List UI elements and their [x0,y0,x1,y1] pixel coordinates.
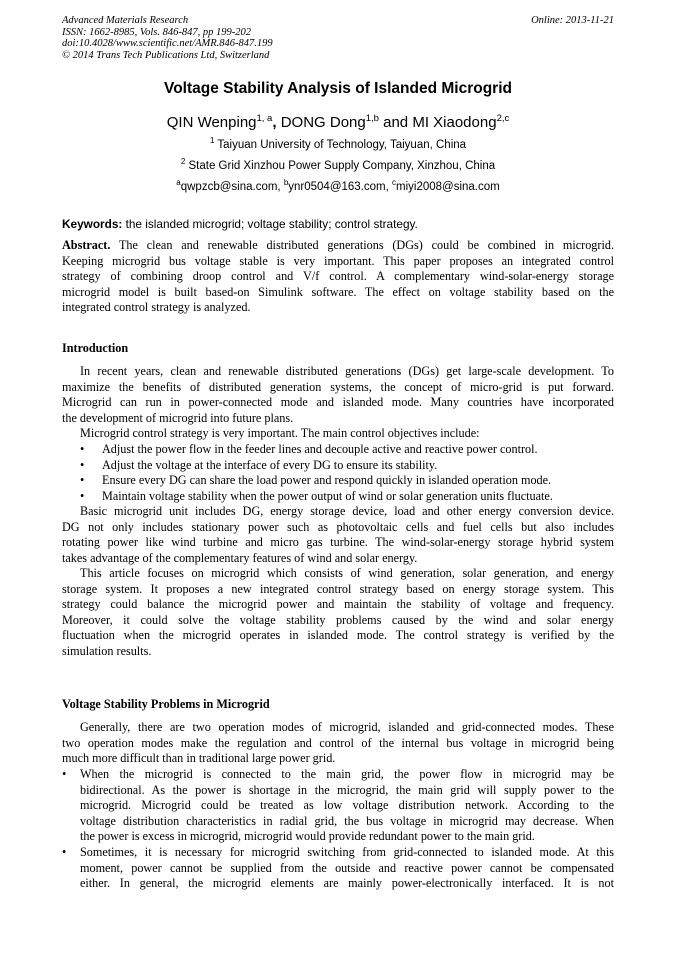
text-line: strategy could balance the microgrid power and maintain the stability of voltage and frequency. [62,597,614,611]
text-line: much more difficult than in traditional large power grid. [62,751,336,765]
abstract-line-text: The clean and renewable distributed generations (DGs) could be combined in microgrid. [110,238,614,252]
text-line: the power is excess in microgrid, microgrid would provide redundant power to the main grid. [80,829,535,843]
text-line: bidirectional. As the power is shortage in the microgrid, the main grid will supply power to the [80,782,614,797]
intro-paragraph-2 [62,426,614,442]
section-2-paragraph-1 [62,720,614,767]
author-line [62,114,614,131]
text-line: moment, power cannot be supplied from the outside and reactive power cannot be compensated [80,860,614,875]
text-line: fluctuation when the microgrid operates in islanded mode. The control strategy is verified by the [62,628,614,642]
intro-paragraph-1 [62,364,614,426]
text-line: takes advantage of the complementary features of wind and solar energy. [62,550,418,565]
affiliation-2 [62,157,614,172]
keywords-text: the islanded microgrid; voltage stability; control strategy. [122,217,418,231]
abstract-line: strategy of combining droop control and V/f control. A complementary wind-solar-energy storage [62,269,614,283]
objectives-list [62,442,614,504]
text-line: rotating power like wind turbine and micro gas turbine. The wind-solar-energy storage hybrid system [62,535,614,549]
list-item [62,767,614,845]
email-a-sup: a [176,178,181,188]
paper-title: Voltage Stability Analysis of Islanded Microgrid [164,80,512,97]
text-line: DG not only includes stationary power such as photovoltaic cells and fuel cells but also includes [62,519,614,534]
author-sep-2: and [378,114,413,131]
author-2: DONG Dong [280,114,366,131]
list-item-body [80,845,614,892]
list-item-body [80,767,614,845]
bullet-marker: • [80,473,85,487]
text-line: Microgrid can run in power-connected mode and islanded mode. Many countries have incorporated [62,395,614,409]
list-item-text: Ensure every DG can share the load power and respond quickly in islanded operation mode. [102,473,552,487]
abstract [62,238,614,316]
text-line: Sometimes, it is necessary for microgrid switching from grid-connected to islanded mode. At this [80,845,614,859]
affiliation-2-sup: 2 [180,157,186,167]
intro-heading: Introduction [62,341,129,355]
text-line: Generally, there are two operation modes of microgrid, islanded and grid-connected modes. These [80,720,614,734]
text-line: the development of microgrid into future plans. [62,410,294,425]
text-line: This article focuses on microgrid which consists of wind generation, solar generation, and energy [80,566,614,580]
author-sep-1: , [272,114,281,131]
text-line: storage system. It proposes a new integrated control strategy based on energy storage system. This [62,581,614,596]
text-line: In recent years, clean and renewable distributed generations (DGs) get large-scale development. To [80,364,614,378]
author-1: QIN Wenping [166,114,257,131]
copyright-line: © 2014 Trans Tech Publications Ltd, Switzerland [62,49,270,61]
bullet-marker: • [80,488,85,503]
list-item-text: Adjust the power flow in the feeder lines and decouple active and reactive power control. [102,442,538,456]
abstract-line [62,238,614,254]
text-line: Microgrid control strategy is very important. The main control objectives include: [80,426,480,440]
bullet-marker: • [62,767,67,781]
list-item [62,458,614,474]
text-line: voltage distribution characteristics in radial grid, the bus voltage in microgrid may decrease. When [80,813,614,828]
abstract-line: microgrid model is built based-on Simulink software. The effect on voltage stability based on the [62,284,614,299]
list-item [62,442,614,458]
list-item [62,845,614,892]
bullet-marker: • [80,442,85,456]
list-item-text: Maintain voltage stability when the power output of wind or solar generation units fluctuate. [102,488,553,503]
text-line: Basic microgrid unit includes DG, energy storage device, load and other energy conversion device. [80,504,614,518]
keywords-label: Keywords: [62,217,123,231]
text-line: simulation results. [62,643,152,658]
section-2-heading: Voltage Stability Problems in Microgrid [62,697,270,711]
text-line: either. In general, the microgrid elements are mainly power-electronically interfaced. It is not [80,876,614,890]
list-item [62,489,614,505]
affiliation-2-text: State Grid Xinzhou Power Supply Company, Xinzhou, China [185,160,496,172]
email-line [62,178,614,193]
intro-paragraph-3 [62,504,614,566]
bullet-marker: • [80,457,85,472]
text-line: Moreover, it could solve the voltage stability problems caused by the wind and solar energy [62,612,614,627]
text-line: When the microgrid is connected to the main grid, the power flow in microgrid may be [80,767,614,781]
abstract-line: integrated control strategy is analyzed. [62,300,251,314]
author-1-sup: 1, a [256,113,273,124]
bullet-marker: • [62,845,67,859]
abstract-line: Keeping microgrid bus voltage stable is very important. This paper proposes an integrated control [62,253,614,268]
text-line: microgrid. Microgrid could be treated as low voltage distribution network. According to the [80,798,614,812]
email-b: ynr0504@163.com, [288,181,392,193]
email-c-sup: c [392,178,396,188]
text-line: maximize the benefits of distributed generation systems, the concept of micro-grid is put forward. [62,379,614,394]
author-3: MI Xiaodong [412,114,497,131]
online-date: Online: 2013-11-21 [531,15,614,26]
affiliation-1 [62,136,614,151]
journal-name: Advanced Materials Research [62,15,189,26]
abstract-label: Abstract. [62,238,111,252]
affiliation-1-text: Taiyuan University of Technology, Taiyuan, China [214,139,467,151]
doi-line: doi:10.4028/www.scientific.net/AMR.846-847.199 [62,38,273,49]
email-b-sup: b [283,178,289,188]
keywords [62,217,418,231]
email-c: miyi2008@sina.com [396,181,500,193]
author-2-sup: 1,b [365,113,379,124]
text-line: two operation modes make the regulation and control of the internal bus voltage in microgrid being [62,735,614,750]
author-3-sup: 2,c [496,113,510,124]
issn-line: ISSN: 1662-8985, Vols. 846-847, pp 199-202 [62,26,251,38]
journal-header [62,15,273,61]
intro-paragraph-4 [62,566,614,659]
email-a: qwpzcb@sina.com, [180,181,284,193]
list-item-text: Adjust the voltage at the interface of every DG to ensure its stability. [102,457,438,472]
list-item [62,473,614,489]
affiliation-1-sup: 1 [209,136,215,146]
